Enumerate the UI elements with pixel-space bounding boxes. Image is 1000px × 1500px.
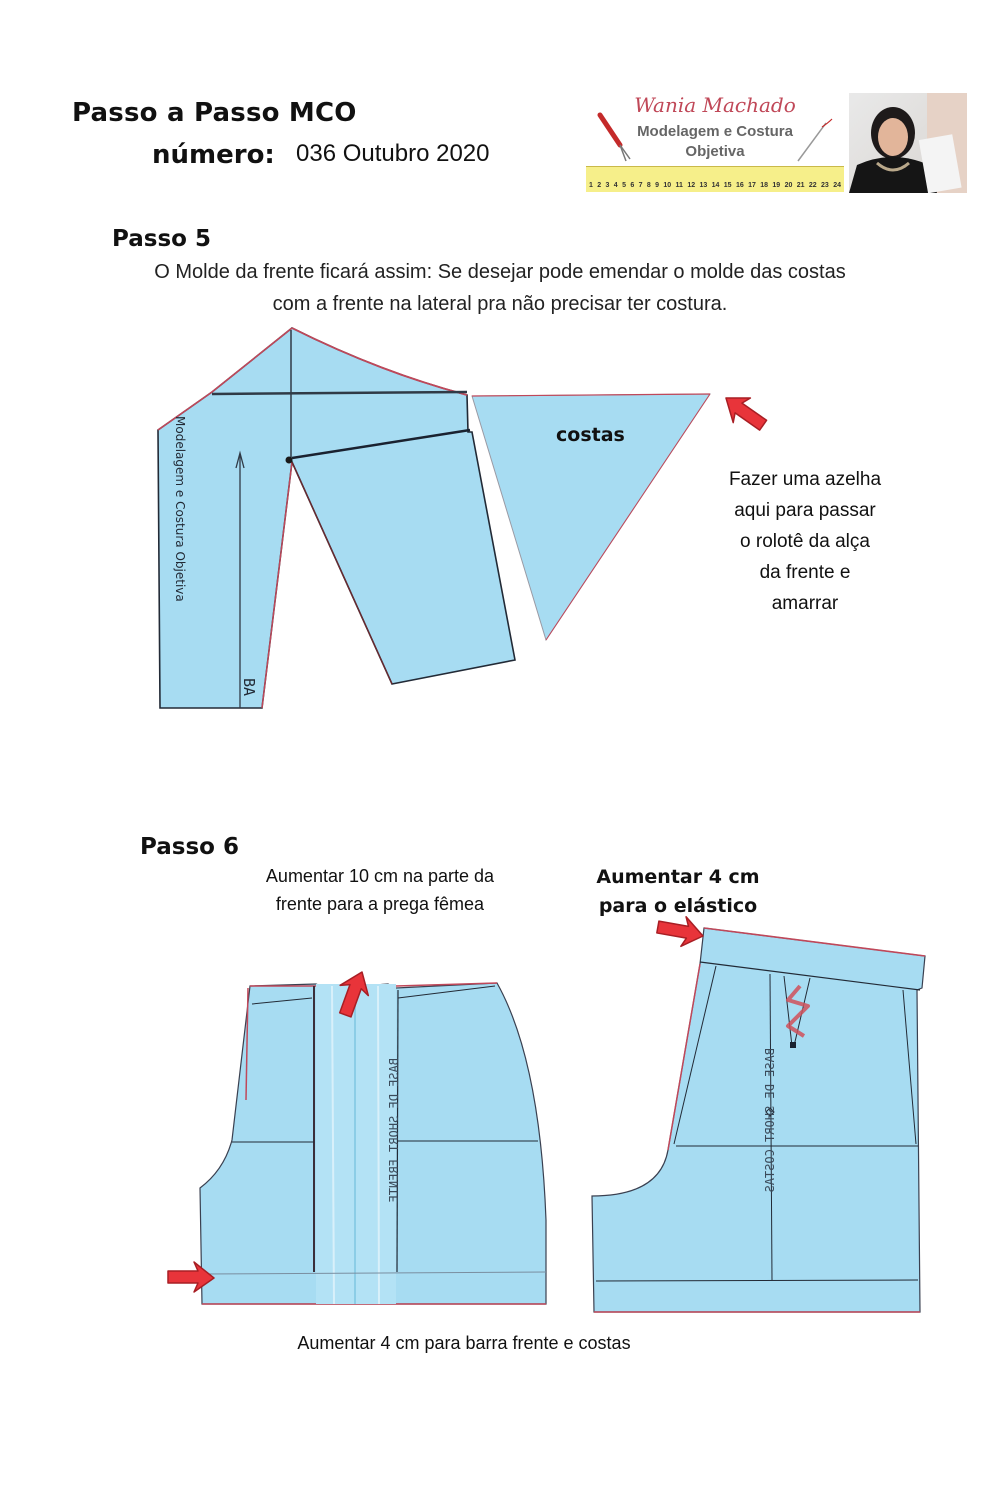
issue-number-value: 036 Outubro 2020 bbox=[296, 140, 490, 167]
step5-note-line: o rolotê da alça bbox=[740, 531, 870, 552]
red-arrow-icon bbox=[717, 387, 772, 438]
ruler-number: 8 bbox=[646, 182, 651, 189]
ruler-number: 14 bbox=[711, 182, 720, 189]
ruler-number: 17 bbox=[748, 182, 756, 189]
back-piece-label: BASE DE SHORT COSTAS bbox=[763, 1048, 777, 1193]
step6-hem-note: Aumentar 4 cm para barra frente e costas bbox=[297, 1333, 631, 1353]
ruler-number: 18 bbox=[760, 182, 769, 189]
step6-front-note bbox=[240, 862, 520, 918]
ruler-number: 12 bbox=[687, 182, 696, 189]
ruler-number: 20 bbox=[784, 182, 793, 189]
ruler-number: 4 bbox=[613, 182, 618, 189]
ruler-number: 24 bbox=[833, 182, 841, 189]
ruler-number: 10 bbox=[663, 182, 672, 189]
ruler-number: 22 bbox=[808, 182, 817, 189]
logo-brand-line-2: Objetiva bbox=[685, 143, 745, 160]
logo-script-name: Wania Machado bbox=[634, 93, 796, 117]
step6-elastic-note-line: para o elástico bbox=[598, 895, 758, 917]
step5-note-line: aqui para passar bbox=[734, 500, 876, 521]
step6-front-note-line: frente para a prega fêmea bbox=[275, 894, 485, 914]
ruler-number: 6 bbox=[630, 182, 635, 189]
front-bodice-pattern bbox=[158, 328, 515, 708]
logo-brand-line-1: Modelagem e Costura bbox=[637, 123, 793, 140]
pattern-vertical-text: Modelagem e Costura Objetiva bbox=[173, 416, 187, 602]
issue-number-label: número: bbox=[152, 140, 275, 170]
step5-note-line: amarrar bbox=[771, 593, 839, 614]
step5-note bbox=[700, 464, 910, 619]
ruler-number: 5 bbox=[622, 182, 626, 189]
step5-title: Passo 5 bbox=[112, 226, 211, 252]
step6-front-note-line: Aumentar 10 cm na parte da bbox=[265, 866, 495, 886]
ruler-number: 9 bbox=[655, 182, 660, 189]
ruler-number: 2 bbox=[597, 182, 602, 189]
step6-elastic-note bbox=[580, 863, 776, 921]
step6-elastic-note-line: Aumentar 4 cm bbox=[596, 866, 760, 888]
ruler-number: 23 bbox=[821, 182, 829, 189]
ruler-number: 3 bbox=[605, 182, 610, 189]
ruler-number: 11 bbox=[675, 182, 683, 189]
front-piece-label: BASE DE SHORT FRENTE bbox=[387, 1058, 401, 1203]
step5-description-line-1: O Molde da frente ficará assim: Se desejar pode emendar o molde das costas bbox=[154, 261, 846, 283]
step6-title: Passo 6 bbox=[140, 834, 239, 860]
ruler-number: 13 bbox=[699, 182, 708, 189]
costas-label: costas bbox=[556, 424, 625, 446]
step5-note-line: da frente e bbox=[759, 562, 851, 583]
ruler-number: 19 bbox=[772, 182, 781, 189]
ruler-number: 7 bbox=[638, 182, 643, 189]
ruler-number: 1 bbox=[589, 182, 593, 189]
document-title: Passo a Passo MCO bbox=[72, 98, 357, 128]
ruler-number: 15 bbox=[723, 182, 732, 189]
step5-note-line: Fazer uma azelha bbox=[728, 469, 882, 490]
step5-description-line-2: com a frente na lateral pra não precisar ter costura. bbox=[272, 293, 728, 315]
ruler-number: 16 bbox=[735, 182, 744, 189]
ruler-number: 21 bbox=[796, 182, 805, 189]
back-shorts-pattern bbox=[592, 928, 925, 1312]
front-shorts-pattern bbox=[200, 983, 546, 1304]
pattern-mark-text: BA bbox=[240, 678, 258, 697]
